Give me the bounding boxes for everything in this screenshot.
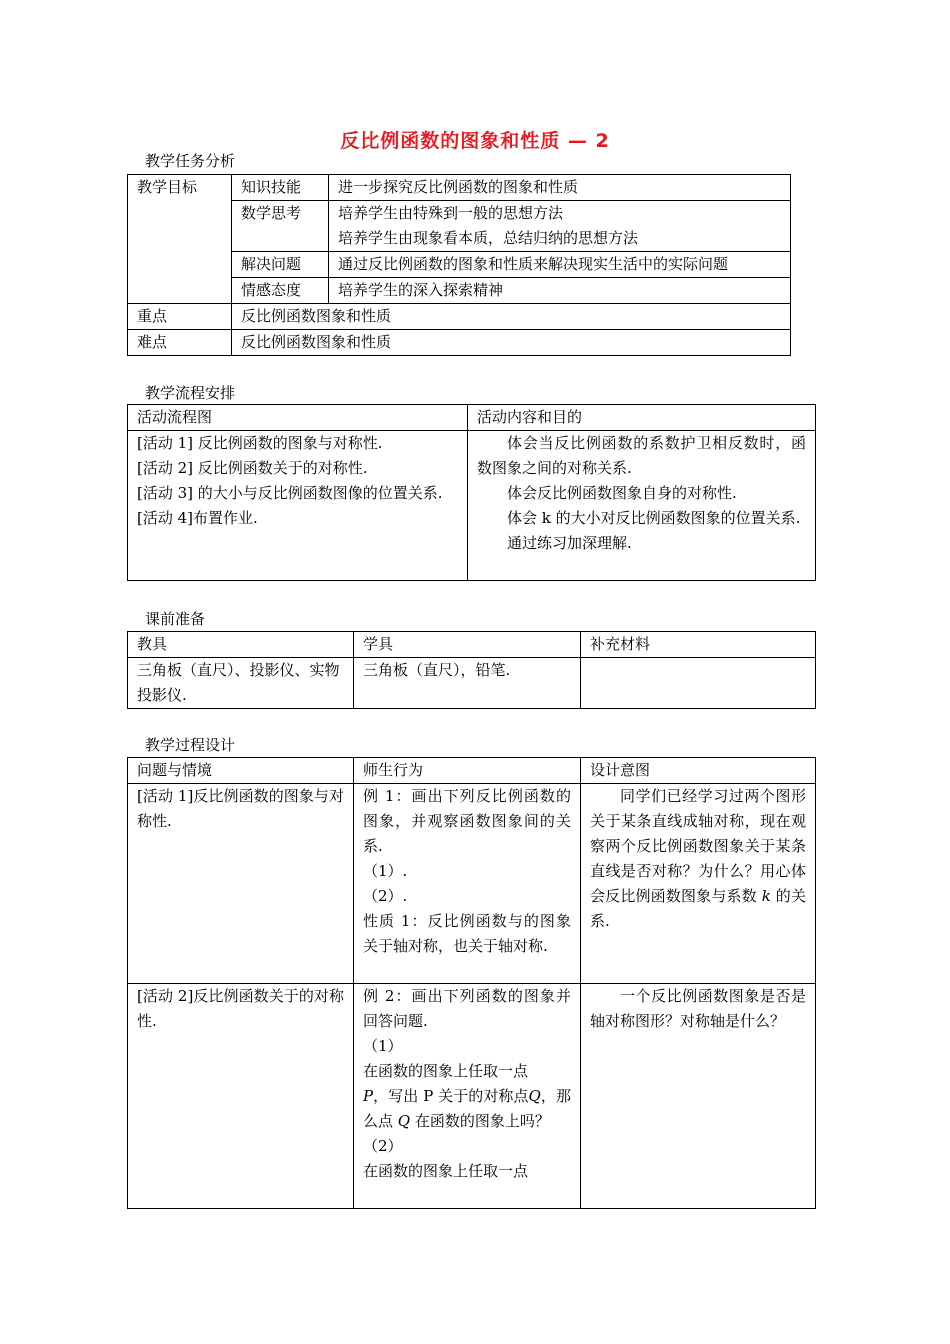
goal-row-value: 通过反比例函数的图象和性质来解决现实生活中的实际问题 [329,252,791,278]
process-intent: 一个反比例函数图象是否是轴对称图形？对称轴是什么？ [581,984,816,1209]
process-actions: 例 2：画出下列函数的图象并回答问题. （1） 在函数的图象上任取一点 P，写出 P 关于的对称点Q，那么点 Q 在函数的图象上吗？ （2） 在函数的图象上任取一点 [354,984,581,1209]
flow-purpose: 体会 k 的大小对反比例函数图象的位置关系. [507,509,801,527]
goal-row-value: 培养学生由特殊到一般的思想方法 培养学生由现象看本质，总结归纳的思想方法 [329,201,791,252]
process-situation: [活动 2]反比例函数关于的对称性. [128,984,354,1209]
section-heading-process: 教学过程设计 [145,736,236,754]
process-col-header: 问题与情境 [128,758,354,784]
goal-row-label: 知识技能 [232,175,329,201]
flow-activity: [活动 2] 反比例函数关于的对称性. [137,459,368,477]
flow-col-header: 活动流程图 [128,405,468,431]
goal-row-value: 进一步探究反比例函数的图象和性质 [329,175,791,201]
section-heading-flow: 教学流程安排 [145,384,236,402]
section-heading-task-analysis: 教学任务分析 [145,152,236,170]
process-actions: 例 1：画出下列反比例函数的图象，并观察函数图象间的关系. （1）. （2）. 性质 1：反比例函数与的图象关于轴对称，也关于轴对称. [354,784,581,984]
goal-row-label: 数学思考 [232,201,329,252]
prep-col-header: 补充材料 [581,632,816,658]
process-situation: [活动 1]反比例函数的图象与对称性. [128,784,354,984]
flow-activity: [活动 4]布置作业. [137,509,258,527]
key-point-value: 反比例函数图象和性质 [232,304,791,330]
goal-row-label: 解决问题 [232,252,329,278]
page-title: 反比例函数的图象和性质 — 2 [340,130,610,152]
prep-supplementary [581,658,816,709]
goal-row-value: 培养学生的深入探索精神 [329,278,791,304]
flow-activities [128,431,468,581]
prep-learning-tools: 三角板（直尺），铅笔. [354,658,581,709]
process-table [127,757,816,1209]
flow-activity: [活动 3] 的大小与反比例函数图像的位置关系. [137,484,443,502]
flow-purpose: 通过练习加深理解. [507,534,632,552]
process-col-header: 师生行为 [354,758,581,784]
preparation-table [127,631,816,709]
flow-purpose: 体会反比例函数图象自身的对称性. [507,484,737,502]
flow-table [127,404,816,581]
flow-activity: [活动 1] 反比例函数的图象与对称性. [137,434,383,452]
flow-purposes [468,431,816,581]
prep-col-header: 教具 [128,632,354,658]
section-heading-preparation: 课前准备 [145,610,206,628]
difficulty-label: 难点 [128,330,232,356]
prep-col-header: 学具 [354,632,581,658]
prep-teaching-tools: 三角板（直尺）、投影仪、实物投影仪. [128,658,354,709]
flow-col-header: 活动内容和目的 [468,405,816,431]
process-col-header: 设计意图 [581,758,816,784]
process-intent: 同学们已经学习过两个图形关于某条直线成轴对称，现在观察两个反比例函数图象关于某条直线是否对称？为什么？用心体会反比例函数图象与系数 k 的关系. [581,784,816,984]
task-analysis-table [127,174,791,356]
difficulty-value: 反比例函数图象和性质 [232,330,791,356]
goal-row-label: 情感态度 [232,278,329,304]
key-point-label: 重点 [128,304,232,330]
goal-label: 教学目标 [128,175,232,304]
flow-purpose: 体会当反比例函数的系数护卫相反数时，函数图象之间的对称关系. [477,434,806,477]
